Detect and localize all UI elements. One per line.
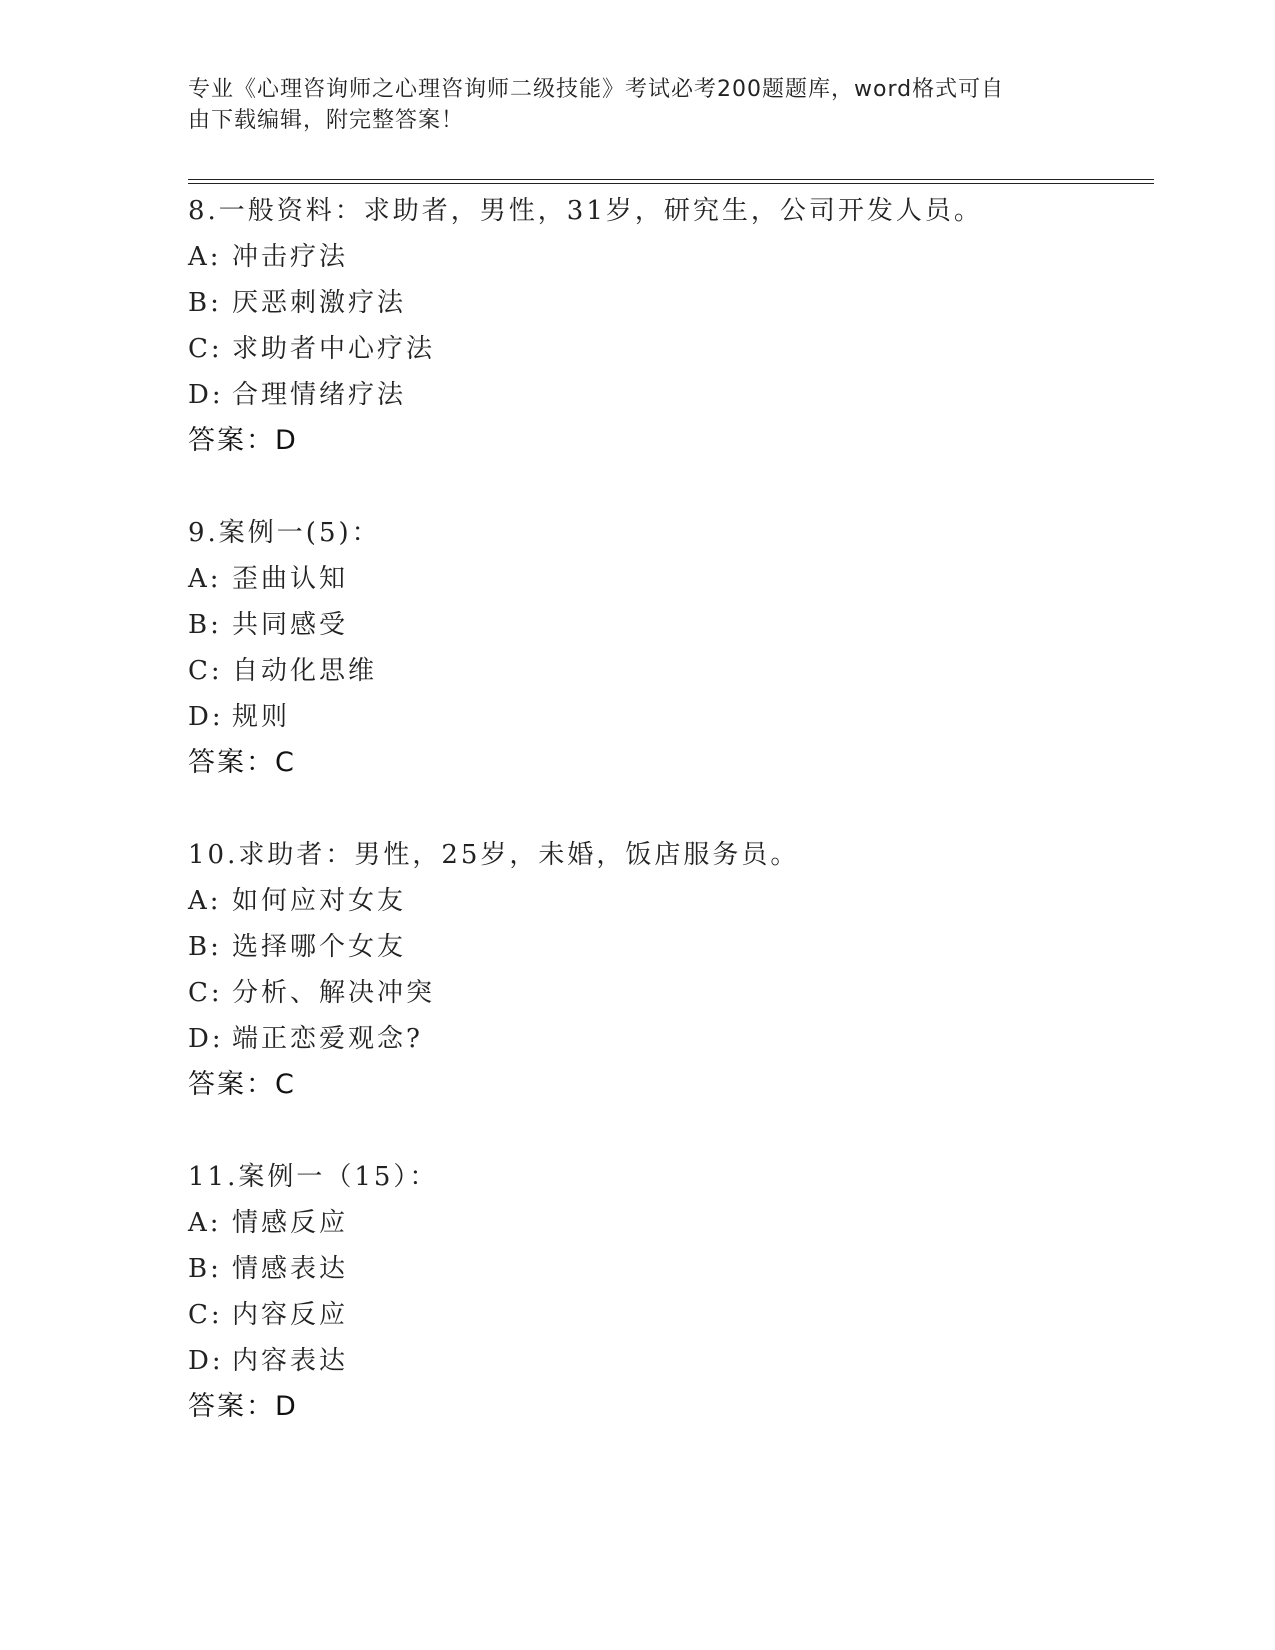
option-letter: D:	[188, 1346, 224, 1376]
answer-line: 答案：C	[188, 747, 296, 778]
option-text: 内容表达	[232, 1346, 349, 1376]
option-d	[188, 372, 1148, 418]
question-item	[188, 510, 1148, 786]
question-text: 11.案例一（15）：	[188, 1162, 439, 1192]
question-item	[188, 832, 1148, 1108]
question-item	[188, 1154, 1148, 1430]
option-d	[188, 1338, 1148, 1384]
header-divider-top	[188, 179, 1154, 180]
option-letter: D:	[188, 380, 224, 410]
option-text: 如何应对女友	[232, 886, 407, 916]
answer-line: 答案：C	[188, 1069, 296, 1100]
option-text: 厌恶刺激疗法	[232, 288, 407, 318]
option-letter: B:	[188, 1254, 222, 1284]
answer-line: 答案：D	[188, 425, 298, 456]
option-text: 冲击疗法	[232, 242, 349, 272]
option-b	[188, 1246, 1148, 1292]
option-text: 合理情绪疗法	[232, 380, 407, 410]
option-letter: C:	[188, 978, 223, 1008]
option-text: 共同感受	[232, 610, 349, 640]
header-line-2: 由下载编辑，附完整答案！	[188, 108, 465, 133]
option-a	[188, 556, 1148, 602]
option-text: 情感表达	[232, 1254, 349, 1284]
option-a	[188, 1200, 1148, 1246]
option-letter: D:	[188, 1024, 224, 1054]
option-c	[188, 326, 1148, 372]
option-d	[188, 694, 1148, 740]
option-c	[188, 970, 1148, 1016]
option-b	[188, 602, 1148, 648]
option-text: 端正恋爱观念?	[232, 1024, 423, 1054]
option-text: 选择哪个女友	[232, 932, 407, 962]
option-c	[188, 648, 1148, 694]
option-b	[188, 924, 1148, 970]
option-letter: B:	[188, 610, 222, 640]
option-letter: A:	[188, 242, 222, 272]
option-c	[188, 1292, 1148, 1338]
option-text: 自动化思维	[232, 656, 378, 686]
document-header	[188, 74, 1088, 136]
option-letter: D:	[188, 702, 224, 732]
option-letter: A:	[188, 564, 222, 594]
option-b	[188, 280, 1148, 326]
question-item	[188, 188, 1148, 464]
option-a	[188, 878, 1148, 924]
option-letter: C:	[188, 334, 223, 364]
option-text: 歪曲认知	[232, 564, 349, 594]
option-d	[188, 1016, 1148, 1062]
option-text: 分析、解决冲突	[232, 978, 436, 1008]
question-text: 10.求助者：男性，25岁，未婚，饭店服务员。	[188, 840, 800, 870]
option-text: 求助者中心疗法	[232, 334, 436, 364]
option-letter: C:	[188, 656, 223, 686]
option-a	[188, 234, 1148, 280]
option-letter: A:	[188, 1208, 222, 1238]
option-text: 规则	[232, 702, 291, 732]
option-text: 内容反应	[232, 1300, 349, 1330]
option-letter: B:	[188, 288, 222, 318]
question-text: 8.一般资料：求助者，男性，31岁，研究生，公司开发人员。	[188, 196, 983, 226]
header-divider-bottom	[188, 183, 1154, 184]
option-text: 情感反应	[232, 1208, 349, 1238]
option-letter: A:	[188, 886, 222, 916]
question-text: 9.案例一(5)：	[188, 518, 381, 548]
answer-line: 答案：D	[188, 1391, 298, 1422]
option-letter: C:	[188, 1300, 223, 1330]
header-line-1: 专业《心理咨询师之心理咨询师二级技能》考试必考200题题库，word格式可自	[188, 77, 1005, 102]
question-list	[188, 188, 1148, 1476]
option-letter: B:	[188, 932, 222, 962]
